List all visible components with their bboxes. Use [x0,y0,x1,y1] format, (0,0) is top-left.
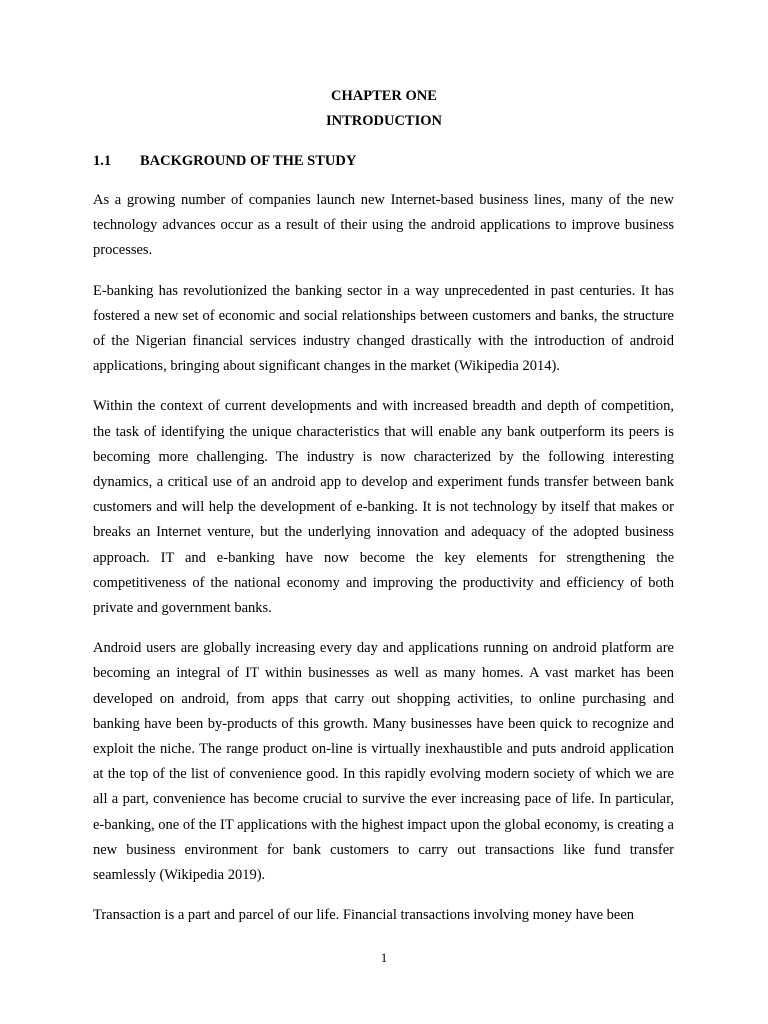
chapter-title: INTRODUCTION [325,113,442,129]
paragraph-5: Transaction is a part and parcel of our life. Financial transactions involving money have been [93,907,635,924]
paragraph-3: Within the context of current developments and with increased breadth and depth of competition, the task of identifying the unique characteristics that will enable any bank outperform its peers is becoming more challenging. The industry is now characterized by the following interesting dynamics, a critical use of an android app to develop and experiment funds transfer between bank customers and will help the development of e-banking. It is not technology by itself that makes or breaks an Internet venture, but the underlying innovation and adequacy of the adopted business approach. IT and e-banking have now become the key elements for strengthening the competitiveness of the national economy and improving the productivity and efficiency of both private and government banks. [93,398,674,617]
paragraph-4: Android users are globally increasing every day and applications running on android platform are becoming an integral of IT within businesses as well as many homes. A vast market has been developed on android, from apps that carry out shopping activities, to online purchasing and banking have been by-products of this growth. Many businesses have been quick to recognize and exploit the niche. The range product on-line is virtually inexhaustible and puts android application at the top of the list of convenience good. In this rapidly evolving modern society of which we are all a part, convenience has become crucial to survive the ever increasing pace of life. In particular, e-banking, one of the IT applications with the highest impact upon the global economy, is creating a new business environment for bank customers to carry out transactions like fund transfer seamlessly (Wikipedia 2019). [93,640,674,884]
body-text [93,188,674,943]
section-heading [93,152,356,170]
section-title: BACKGROUND OF THE STUDY [140,153,357,169]
chapter-label: CHAPTER ONE [331,88,437,104]
paragraph-1: As a growing number of companies launch new Internet-based business lines, many of the new technology advances occur as a result of their using the android applications to improve business processes. [93,192,674,259]
section-number: 1.1 [93,153,112,169]
paragraph-2: E-banking has revolutionized the banking sector in a way unprecedented in past centuries. It has fostered a new set of economic and social relationships between customers and banks, the structure of the Nigerian financial services industry changed drastically with the introduction of android applications, bringing about significant changes in the market (Wikipedia 2014). [93,282,674,375]
page-number: 1 [380,950,388,965]
